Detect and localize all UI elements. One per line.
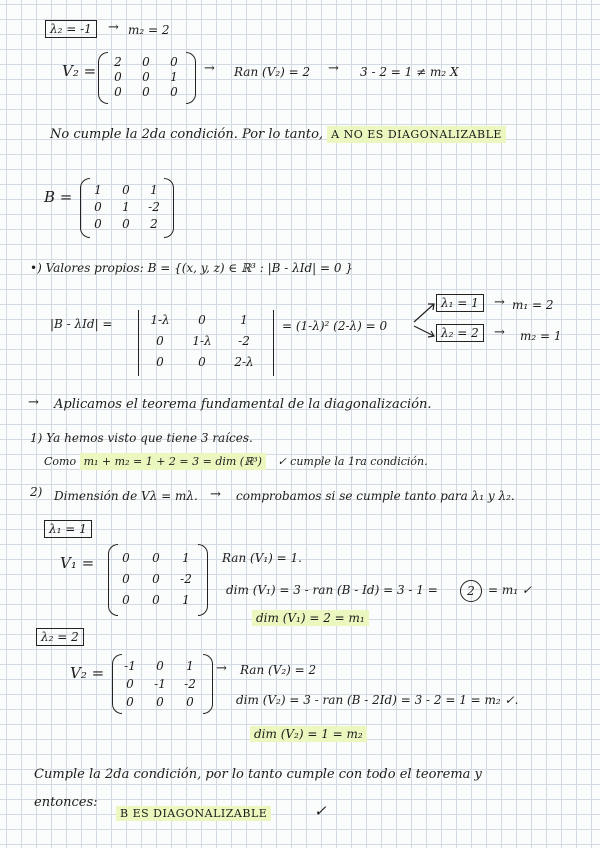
dim-v1-calc: dim (V₁) = 3 - ran (B - Id) = 3 - 1 =: [226, 583, 438, 597]
highlight-dim-v2: dim (V₂) = 1 = m₂: [250, 726, 367, 742]
m2-text: m₂ = 1: [520, 329, 562, 343]
matrix-cell: 0: [122, 551, 130, 565]
highlight-not-diagonalizable: A NO ES DIAGONALIZABLE: [327, 126, 506, 143]
dim-v2-calc: dim (V₂) = 3 - ran (B - 2Id) = 3 - 2 = 1 = m₂ ✓.: [236, 693, 519, 707]
lambda1-box: λ₁ = 1: [436, 294, 484, 312]
conclusion-line: No cumple la 2da condición. Por lo tanto, A NO ES DIAGONALIZABLE: [50, 128, 506, 141]
matrix-cell: 1-λ: [192, 334, 212, 348]
matrix-label: V₁ =: [60, 554, 95, 572]
matrix-cell: 0: [94, 217, 102, 231]
matrix-cell: 1: [150, 183, 158, 197]
right-paren: [203, 654, 213, 714]
final-line-2: entonces:: [34, 795, 98, 810]
highlight-diagonalizable: B ES DIAGONALIZABLE: [116, 806, 271, 821]
matrix-cell: 1-λ: [150, 313, 170, 327]
matrix-cell: 1: [170, 70, 178, 84]
matrix-cell: -1: [124, 659, 136, 673]
matrix-cell: 0: [94, 200, 102, 214]
rank-text: Ran (V₂) = 2: [234, 65, 311, 79]
det-result: = (1-λ)² (2-λ) = 0: [282, 319, 388, 333]
matrix-cell: 1: [122, 200, 130, 214]
matrix-cell: 0: [114, 85, 122, 99]
final-line-1: Cumple la 2da condición, por lo tanto cumple con todo el teorema y: [34, 767, 482, 782]
matrix-label: B =: [44, 188, 73, 206]
matrix-cell: 0: [152, 551, 160, 565]
matrix-cell: -2: [180, 572, 192, 586]
matrix-cell: 1: [182, 551, 190, 565]
arrow-icon: →: [328, 61, 339, 76]
condition1-detail: Como m₁ + m₂ = 1 + 2 = 3 = dim (ℝ³) ✓ cumple la 1ra condición.: [44, 455, 428, 468]
circled-value: 2: [460, 580, 482, 602]
check-icon: ✓: [314, 802, 327, 820]
matrix-cell: 0: [156, 334, 164, 348]
highlight-sum: m₁ + m₂ = 1 + 2 = 3 = dim (ℝ³): [80, 453, 266, 470]
arrow-icon: →: [204, 61, 215, 76]
matrix-cell: 1: [94, 183, 102, 197]
condition2-text: Dimensión de Vλ = mλ.: [54, 489, 198, 503]
lambda2-section-box: λ₂ = 2: [36, 628, 84, 646]
condition1-line: 1) Ya hemos visto que tiene 3 raíces.: [30, 431, 253, 445]
matrix-cell: 0: [142, 55, 150, 69]
lambda2-box: λ₂ = 2: [436, 324, 484, 342]
multiplicity-text: m₂ = 2: [128, 23, 170, 37]
matrix-label: V₂ =: [62, 62, 97, 80]
arrow-icon: →: [210, 487, 221, 502]
arrow-icon: →: [494, 325, 505, 340]
matrix-cell: 1: [182, 593, 190, 607]
matrix-cell: 0: [142, 70, 150, 84]
matrix-cell: -2: [184, 677, 196, 691]
matrix-cell: 0: [114, 70, 122, 84]
matrix-cell: 2-λ: [234, 355, 254, 369]
matrix-cell: 1: [240, 313, 248, 327]
arrow-icon: →: [28, 395, 39, 410]
matrix-cell: 2: [150, 217, 158, 231]
matrix-cell: -2: [148, 200, 160, 214]
arrow-icon: →: [494, 295, 505, 310]
matrix-cell: 0: [156, 695, 164, 709]
condition2-number: 2): [30, 485, 43, 499]
condition2-tail: comprobamos si se cumple tanto para λ₁ y λ₂.: [236, 489, 515, 503]
matrix-cell: -1: [154, 677, 166, 691]
matrix-cell: 0: [122, 217, 130, 231]
matrix-cell: 2: [114, 55, 122, 69]
matrix-cell: 0: [186, 695, 194, 709]
matrix-cell: 0: [122, 572, 130, 586]
matrix-cell: 0: [198, 355, 206, 369]
dim-v1-equals: = m₁ ✓: [488, 583, 532, 597]
matrix-cell: 0: [170, 85, 178, 99]
arrow-icon: →: [216, 661, 227, 676]
lambda1-section-box: λ₁ = 1: [44, 520, 92, 538]
det-label: |B - λId| =: [50, 317, 113, 331]
matrix-cell: 0: [156, 659, 164, 673]
matrix-cell: 0: [126, 695, 134, 709]
arrow-icon: →: [108, 20, 119, 35]
matrix-cell: 0: [152, 572, 160, 586]
highlight-dim-v1: dim (V₁) = 2 = m₁: [252, 610, 369, 626]
matrix-label: V₂ =: [70, 664, 105, 682]
matrix-cell: 0: [170, 55, 178, 69]
m1-text: m₁ = 2: [512, 298, 554, 312]
matrix-cell: 0: [126, 677, 134, 691]
matrix-cell: 0: [152, 593, 160, 607]
matrix-cell: 0: [198, 313, 206, 327]
matrix-cell: 0: [122, 593, 130, 607]
matrix-cell: 0: [122, 183, 130, 197]
theorem-title: Aplicamos el teorema fundamental de la diagonalización.: [54, 397, 432, 412]
matrix-cell: 0: [142, 85, 150, 99]
matrix-cell: 1: [186, 659, 194, 673]
eigenvalue-box: λ₂ = -1: [45, 20, 97, 38]
rank-v1: Ran (V₁) = 1.: [222, 551, 302, 565]
calc-text: 3 - 2 = 1 ≠ m₂ X: [360, 65, 459, 79]
matrix-cell: -2: [238, 334, 250, 348]
rank-v2: Ran (V₂) = 2: [240, 663, 317, 677]
eigenvalues-definition: •) Valores propios: B = {(x, y, z) ∈ ℝ³ : |B - λId| = 0 }: [30, 261, 353, 275]
matrix-cell: 0: [156, 355, 164, 369]
